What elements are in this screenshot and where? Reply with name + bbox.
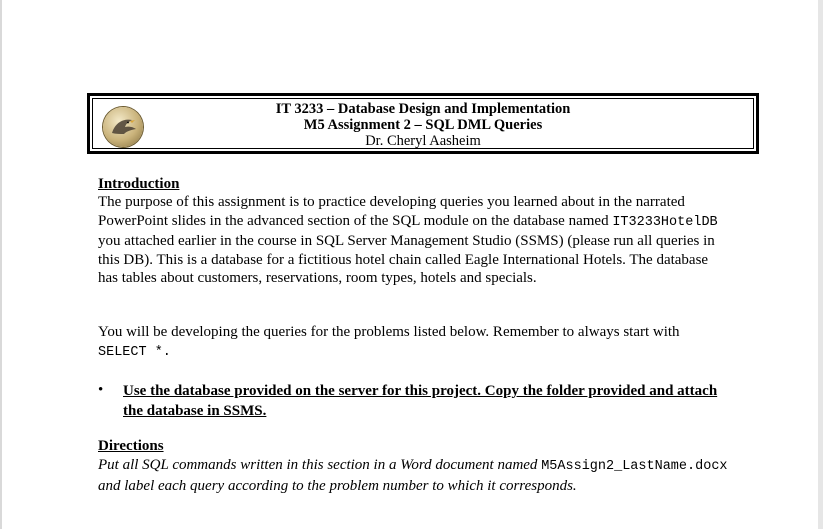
header-text-block [90, 101, 756, 149]
directions-text-part-1: Put all SQL commands written in this section in a Word document named [98, 457, 538, 473]
document-header [87, 93, 759, 154]
introduction-paragraph-1 [98, 193, 728, 288]
directions-heading: Directions [98, 438, 164, 454]
database-setup-bullet: Use the database provided on the server for this project. Copy the folder provided and attach the database in SSMS. [123, 383, 718, 419]
introduction-paragraph-2 [98, 323, 728, 362]
database-name: IT3233HotelDB [612, 214, 718, 230]
course-title: IT 3233 – Database Design and Implementation [275, 101, 571, 117]
page-edge-left [0, 0, 2, 529]
intro-text-part-2: you attached earlier in the course in SQL Server Management Studio (SSMS) (please run all queries in this DB). This is a database for a fictitious hotel chain called Eagle International Hotels. The database has tables about customers, reservations, room types, hotels and specials. [98, 233, 715, 286]
assignment-title: M5 Assignment 2 – SQL DML Queries [303, 117, 543, 133]
introduction-heading: Introduction [98, 176, 180, 192]
directions-paragraph [98, 456, 728, 495]
page-edge-right [818, 0, 823, 529]
word-document-filename: M5Assign2_LastName.docx [541, 459, 728, 474]
queries-instruction-text: You will be developing the queries for the problems listed below. Remember to always start with [98, 324, 680, 340]
directions-text-part-2: and label each query according to the problem number to which it corresponds. [98, 477, 577, 494]
bullet-marker: • [98, 382, 104, 398]
instructor-name: Dr. Cheryl Aasheim [365, 133, 481, 149]
select-star-code: SELECT *. [98, 344, 171, 360]
intro-text-part-1: The purpose of this assignment is to practice developing queries you learned about in the narrated PowerPoint slides in the advanced section of the SQL module on the database named [98, 194, 685, 229]
